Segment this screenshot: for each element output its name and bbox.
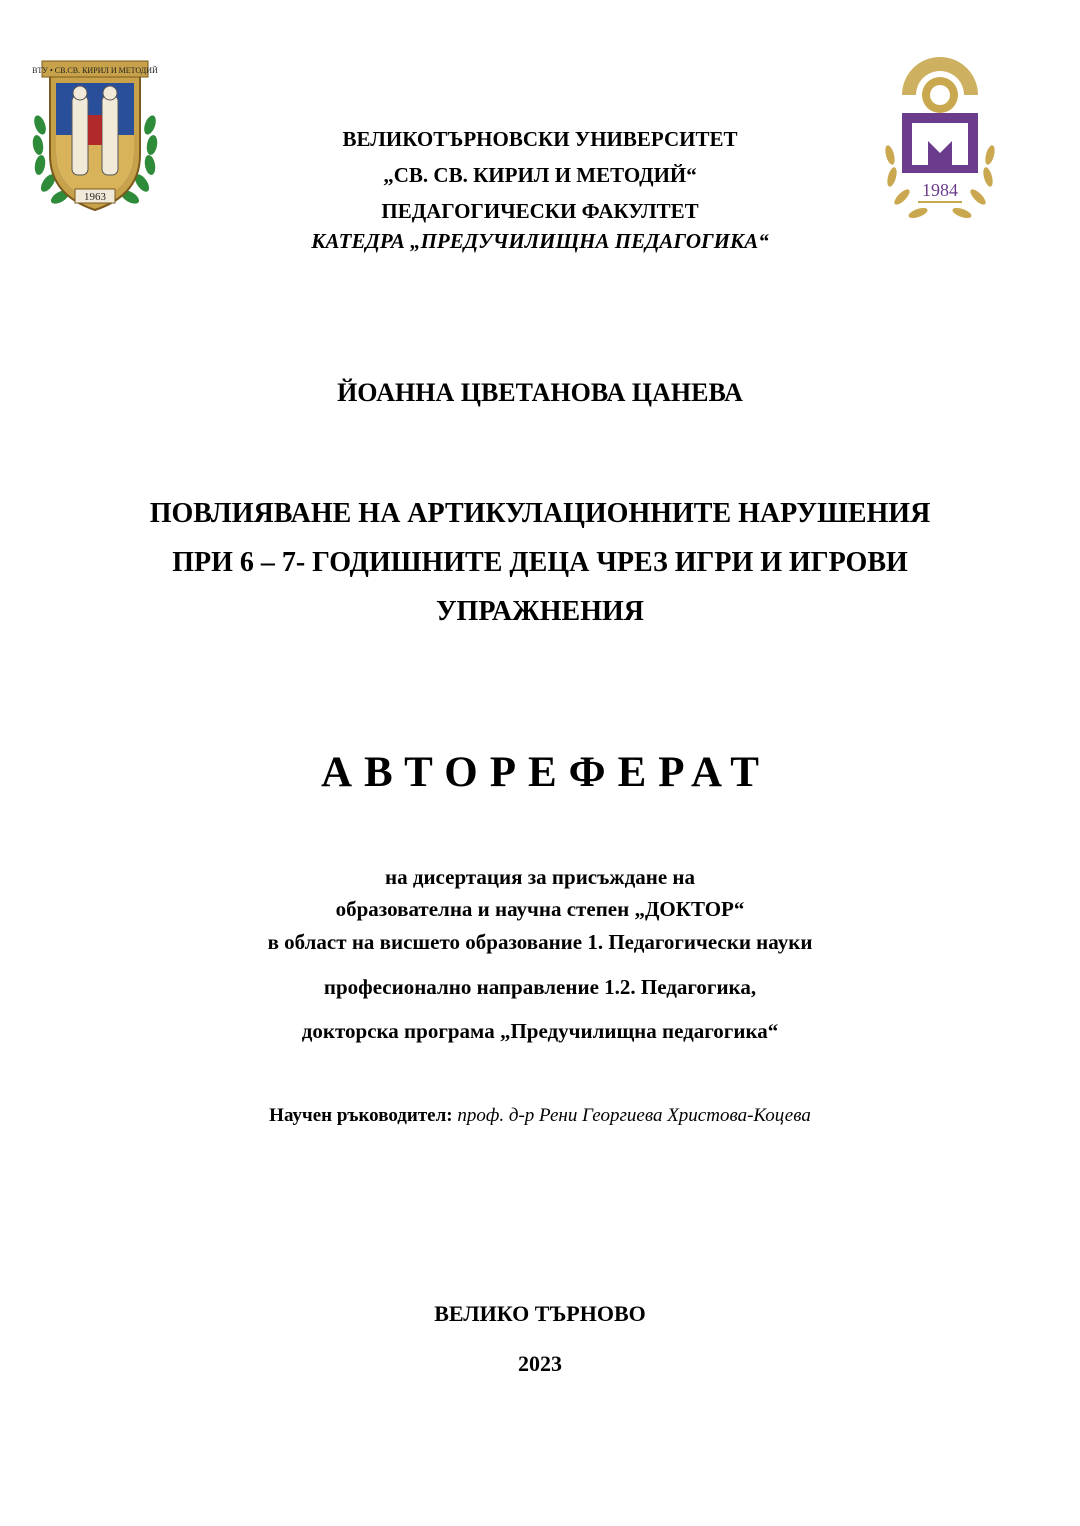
description-line-3: в област на висшето образование 1. Педагогически науки [267,930,813,954]
description-line-4: професионално направление 1.2. Педагогика, [323,975,757,999]
university-name-line2: „СВ. СВ. КИРИЛ И МЕТОДИЙ“ [383,163,697,187]
department-name: КАТЕДРА „ПРЕДУЧИЛИЩНА ПЕДАГОГИКА“ [311,229,769,253]
author-name: ЙОАННА ЦВЕТАНОВА ЦАНЕВА [337,378,743,407]
crest-year-text: 1963 [84,191,106,203]
emblem-year-text: 1984 [922,180,958,200]
supervisor-label: Научен ръководител: [269,1105,453,1126]
supervisor-name: проф. д-р Рени Георгиева Христова-Коцева [457,1105,811,1126]
document-type-heading: АВТОРЕФЕРАТ [320,749,771,796]
university-name-line1: ВЕЛИКОТЪРНОВСКИ УНИВЕРСИТЕТ [342,127,738,151]
supervisor-line [0,1105,1080,1127]
publication-year: 2023 [518,1351,562,1376]
title-line-1: ПОВЛИЯВАНЕ НА АРТИКУЛАЦИОННИТЕ НАРУШЕНИЯ [149,498,931,529]
description-line-1: на дисертация за присъждане на [384,865,695,889]
crest-ribbon-text: ВТУ • СВ.СВ. КИРИЛ И МЕТОДИЙ [32,66,158,75]
city-name: ВЕЛИКО ТЪРНОВО [434,1301,646,1326]
title-line-2: ПРИ 6 – 7- ГОДИШНИТЕ ДЕЦА ЧРЕЗ ИГРИ И ИГРОВИ [172,547,908,578]
faculty-name: ПЕДАГОГИЧЕСКИ ФАКУЛТЕТ [381,199,699,223]
title-line-3: УПРАЖНЕНИЯ [436,596,644,627]
description-line-2: образователна и научна степен „ДОКТОР“ [335,897,745,921]
description-line-5: докторска програма „Предучилищна педагогика“ [301,1019,779,1043]
